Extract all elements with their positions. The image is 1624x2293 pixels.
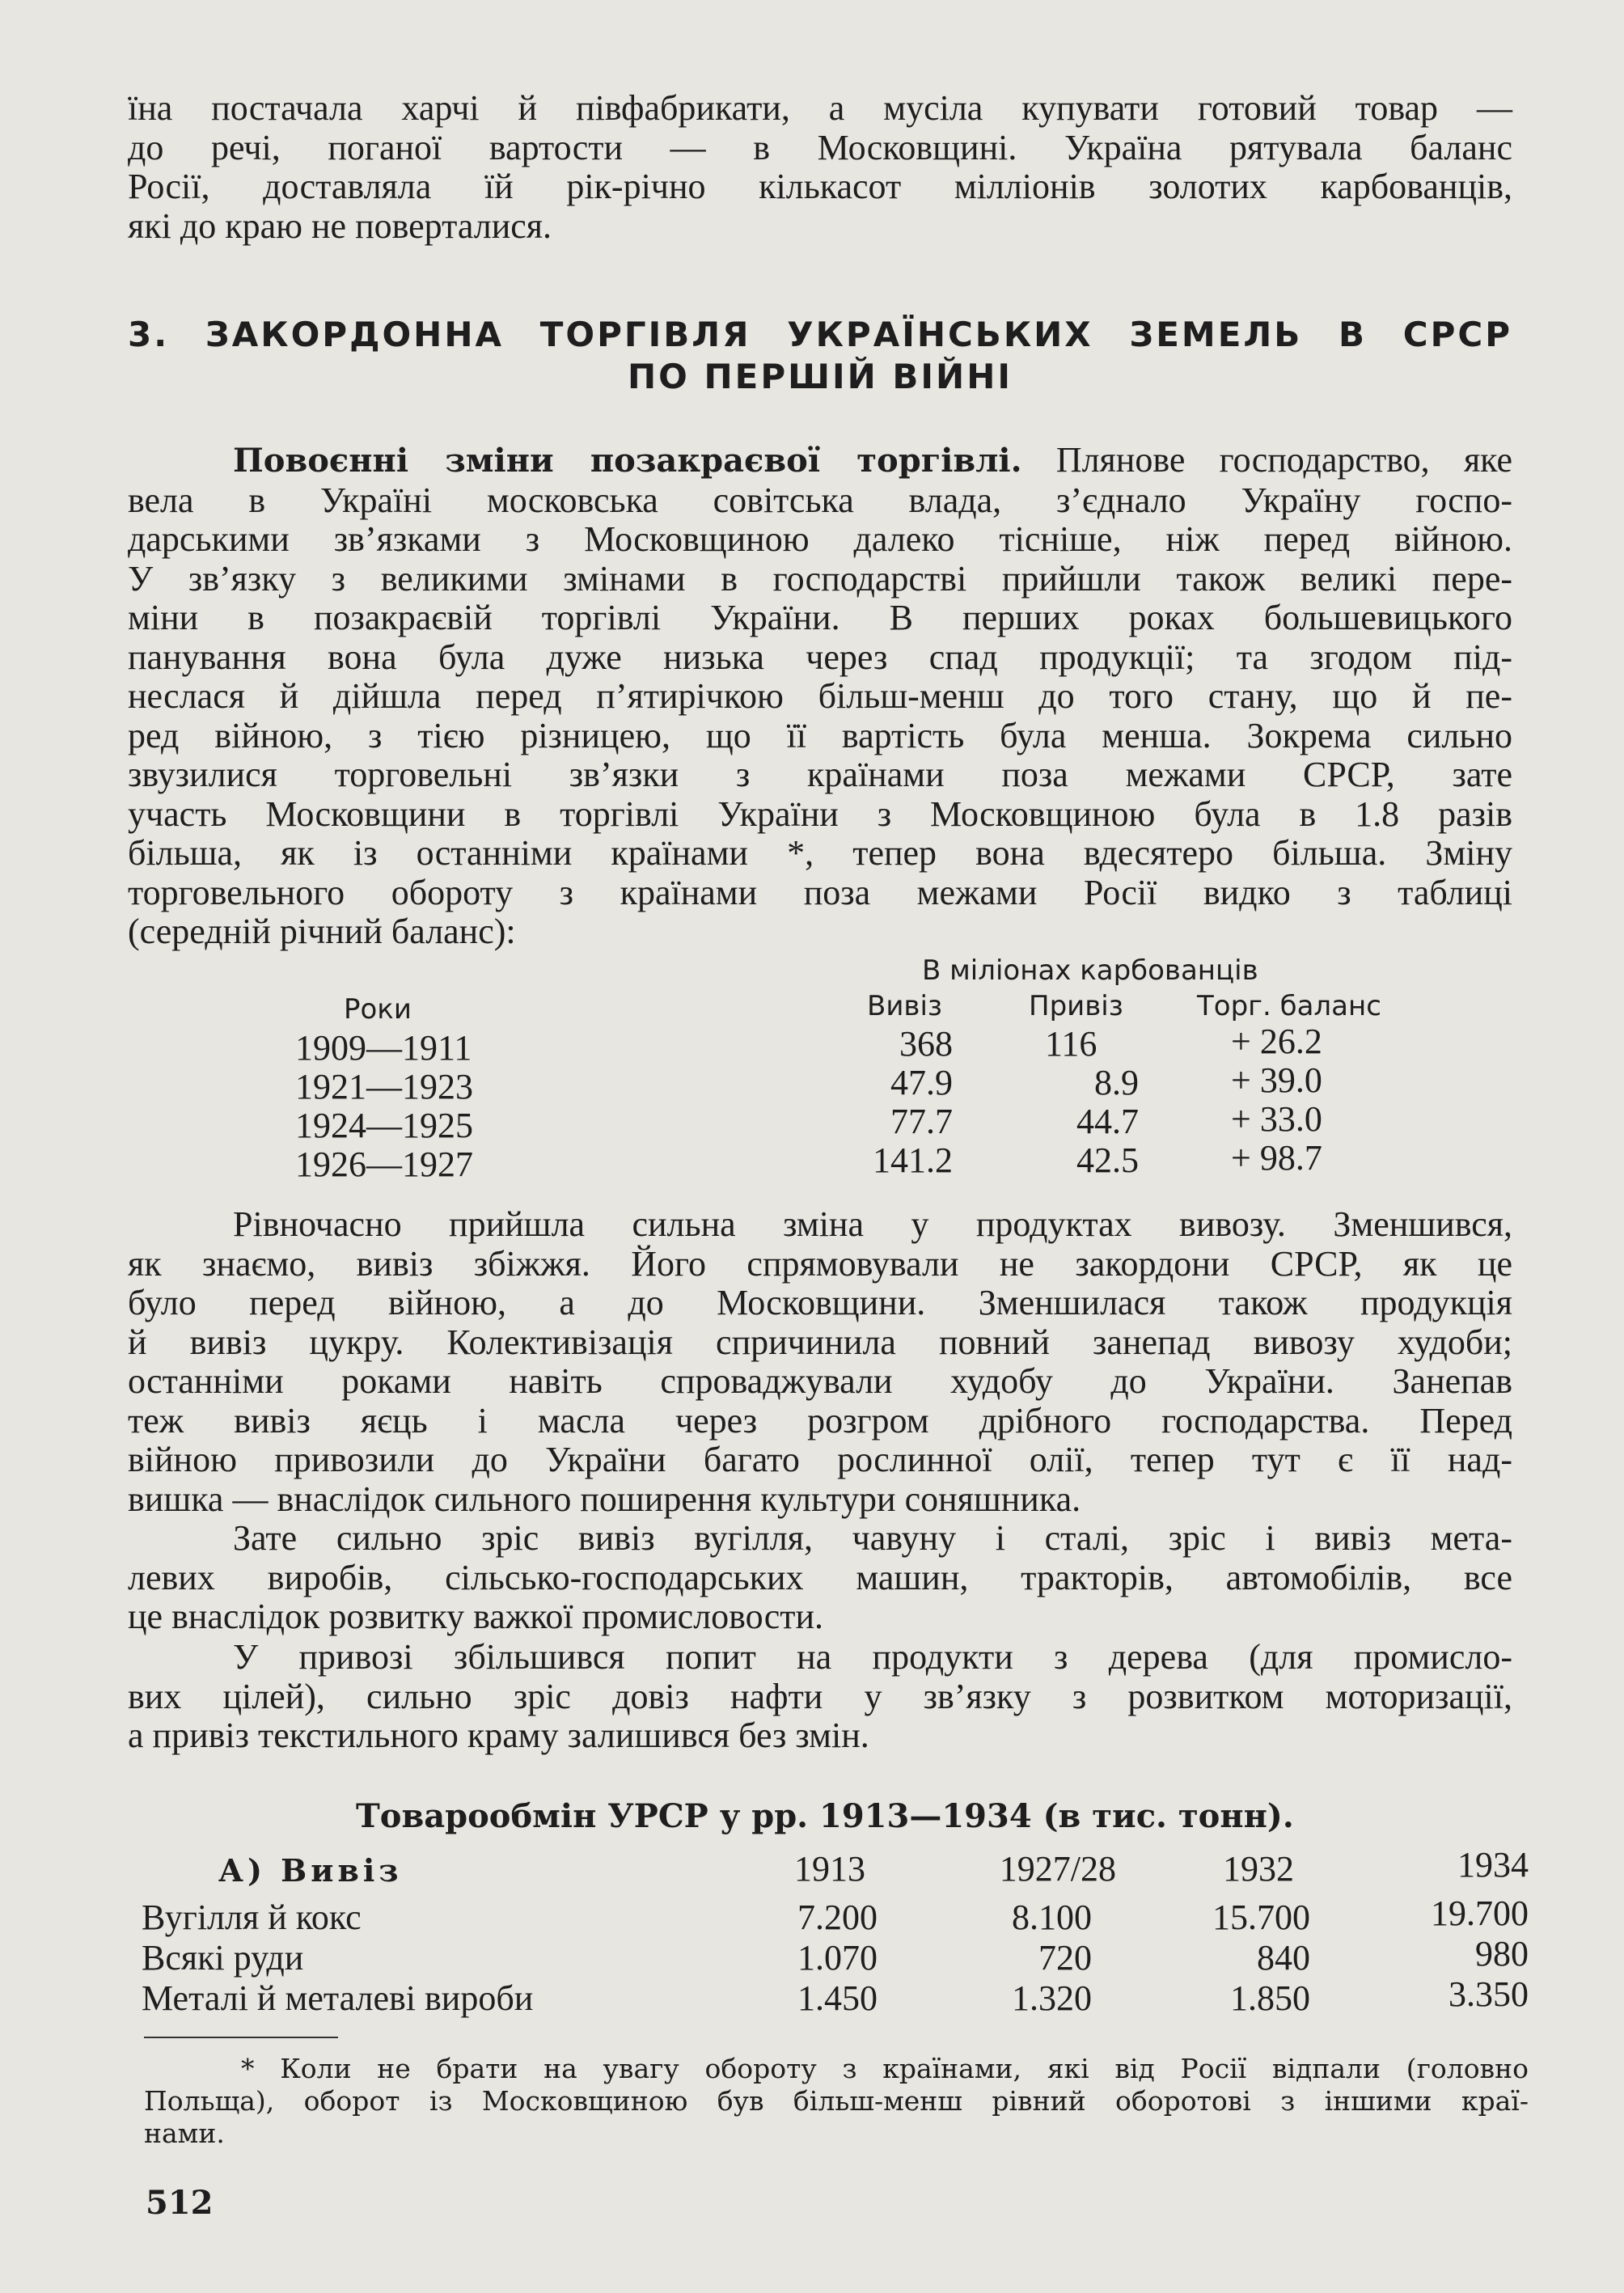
column-header-balance: Торг. баланс [1197, 990, 1381, 1022]
row-label: Металі й металеві вироби [142, 1978, 534, 2018]
table-caption: Товарообмін УРСР у рр. 1913—1934 (в тис. тонн). [356, 1797, 1294, 1835]
row-label: Вугілля й кокс [142, 1897, 362, 1937]
cell-years: 1909—1911 [295, 1028, 472, 1068]
footnote-line: * Коли не брати на увагу обороту з країнами, які від Росії відпали (головно [241, 2053, 1529, 2084]
text-line [128, 441, 1512, 481]
footnote [144, 2053, 1529, 2150]
text-line: а привіз текстильного краму залишився без змін. [128, 1716, 869, 1755]
text-line: Зате сильно зріс вивіз вугілля, чавуну і сталі, зріс і вивіз мета- [233, 1518, 1512, 1558]
cell-balance: + 98.7 [1231, 1138, 1322, 1178]
column-header-import: Привіз [1029, 990, 1123, 1022]
cell-balance: + 39.0 [1231, 1060, 1322, 1100]
cell-value: 3.350 [1448, 1974, 1529, 2014]
intro-paragraph [128, 89, 1512, 246]
section-heading-line2: ПО ПЕРШІЙ ВІЙНІ [628, 357, 1013, 396]
page-number: 512 [146, 2184, 214, 2222]
paragraph-imports [128, 1638, 1512, 1756]
text-line: левих виробів, сільсько-господарських машин, тракторів, автомобілів, все [128, 1557, 1512, 1597]
cell-import: 42.5 [1076, 1140, 1139, 1180]
text-line: Рівночасно прийшла сильна зміна у продуктах вивозу. Зменшився, [233, 1204, 1512, 1244]
column-header-year: 1932 [1223, 1849, 1294, 1889]
text-line: панування вона була дуже низька через спад продукції; та згодом під- [128, 637, 1512, 677]
cell-value: 720 [1038, 1938, 1092, 1978]
text-line: торговельного обороту з країнами поза межами Росії видко з таблиці [128, 872, 1512, 912]
text-line: війною привозили до України багато рослинної олії, тепер тут є її над- [128, 1440, 1512, 1479]
text-line: які до краю не поверталися. [128, 205, 552, 246]
paragraph-lead-rest: Плянове господарство, яке [1055, 440, 1512, 480]
cell-years: 1921—1923 [295, 1067, 473, 1106]
column-header-year: 1927/28 [999, 1849, 1116, 1889]
cell-export: 77.7 [890, 1102, 953, 1141]
cell-value: 980 [1475, 1934, 1529, 1974]
text-line: ред війною, з тією різницею, що її вартість була менша. Зокрема сильно [128, 715, 1512, 755]
text-line: дарськими зв’язками з Московщиною далеко тісніше, ніж перед війною. [128, 519, 1512, 559]
table-section-export: А) Вивіз [218, 1852, 403, 1889]
cell-value: 1.450 [797, 1978, 878, 2018]
cell-import: 8.9 [1094, 1063, 1139, 1102]
text-line: У зв’язку з великими змінами в господарстві прийшли також великі пере- [128, 558, 1512, 599]
text-line: це внаслідок розвитку важкої промисловости. [128, 1597, 824, 1636]
cell-years: 1926—1927 [295, 1144, 473, 1184]
cell-balance: + 26.2 [1231, 1022, 1322, 1061]
cell-value: 1.070 [797, 1938, 878, 1978]
cell-export: 141.2 [873, 1140, 953, 1180]
section-heading-line1: 3. ЗАКОРДОННА ТОРГІВЛЯ УКРАЇНСЬКИХ ЗЕМЕЛЬ В СРСР [128, 315, 1512, 354]
cell-export: 368 [899, 1024, 953, 1064]
column-header-export: Вивіз [867, 990, 942, 1022]
cell-value: 15.700 [1212, 1897, 1310, 1937]
column-header-years: Роки [344, 993, 412, 1026]
footnote-line: нами. [144, 2117, 225, 2149]
text-line: міни в позакраєвій торгівлі України. В перших роках большевицького [128, 598, 1512, 637]
column-header-year: 1934 [1457, 1845, 1529, 1885]
text-line: Росії, доставляла їй рік-річно кількасот мілліонів золотих карбованців, [128, 167, 1512, 206]
text-line: участь Московщини в торгівлі України з Московщиною була в 1.8 разів [128, 793, 1512, 834]
text-line: останніми роками навіть спроваджували худобу до України. Занепав [128, 1361, 1512, 1401]
table-units-label: В міліонах карбованців [922, 954, 1258, 987]
section-heading [128, 314, 1512, 398]
column-header-year: 1913 [794, 1849, 865, 1889]
footnote-line: Польща), оборот із Московщиною був більш-менш рівний оборотові з іншими краї- [144, 2085, 1529, 2117]
cell-value: 7.200 [797, 1897, 878, 1937]
cell-years: 1924—1925 [295, 1106, 473, 1145]
text-line: вишка — внаслідок сильного поширення культури соняшника. [128, 1479, 1081, 1519]
cell-balance: + 33.0 [1231, 1099, 1322, 1139]
text-line: неслася й дійшла перед п’ятирічкою більш-менш до того стану, що й пе- [128, 676, 1512, 716]
cell-value: 1.320 [1012, 1978, 1092, 2018]
text-line: їна постачала харчі й півфабрикати, а мусіла купувати готовий товар — [128, 88, 1512, 128]
cell-value: 8.100 [1012, 1897, 1092, 1937]
text-line: У привозі збільшився попит на продукти з дерева (для промисло- [233, 1637, 1512, 1677]
footnote-divider [144, 2037, 338, 2038]
row-label: Всякі руди [142, 1938, 304, 1978]
text-line: більша, як із останніми країнами *, тепер вона вдесятеро більша. Зміну [128, 833, 1512, 873]
paragraph-postwar-changes [128, 441, 1512, 952]
cell-import: 44.7 [1076, 1102, 1139, 1141]
text-line: теж вивіз яєць і масла через розгром дрібного господарства. Перед [128, 1400, 1512, 1441]
text-line: й вивіз цукру. Колективізація спричинила повний занепад вивозу худоби; [128, 1322, 1512, 1362]
text-line: вела в Україні московська совітська влада, з’єднало Україну госпо- [128, 480, 1512, 520]
text-line: як знаємо, вивіз збіжжя. Його спрямовували не закордони СРСР, як це [128, 1243, 1512, 1284]
paragraph-lead: Повоєнні зміни позакраєвої торгівлі. [233, 442, 1022, 480]
paragraph-export-changes [128, 1205, 1512, 1519]
cell-value: 19.700 [1431, 1893, 1529, 1933]
cell-import: 116 [1045, 1024, 1097, 1064]
text-line: (середній річний баланс): [128, 912, 516, 951]
text-line: звузилися торговельні зв’язки з країнами поза межами СРСР, зате [128, 755, 1512, 794]
text-line: вих цілей), сильно зріс довіз нафти у зв’язку з розвитком моторизації, [128, 1676, 1512, 1716]
text-line: до речі, поганої вартости — в Московщині. Україна рятувала баланс [128, 127, 1512, 167]
text-line: було перед війною, а до Московщини. Зменшилася також продукція [128, 1283, 1512, 1322]
cell-export: 47.9 [890, 1063, 953, 1102]
cell-value: 840 [1257, 1938, 1310, 1978]
cell-value: 1.850 [1230, 1978, 1310, 2018]
paragraph-industry-growth [128, 1519, 1512, 1637]
